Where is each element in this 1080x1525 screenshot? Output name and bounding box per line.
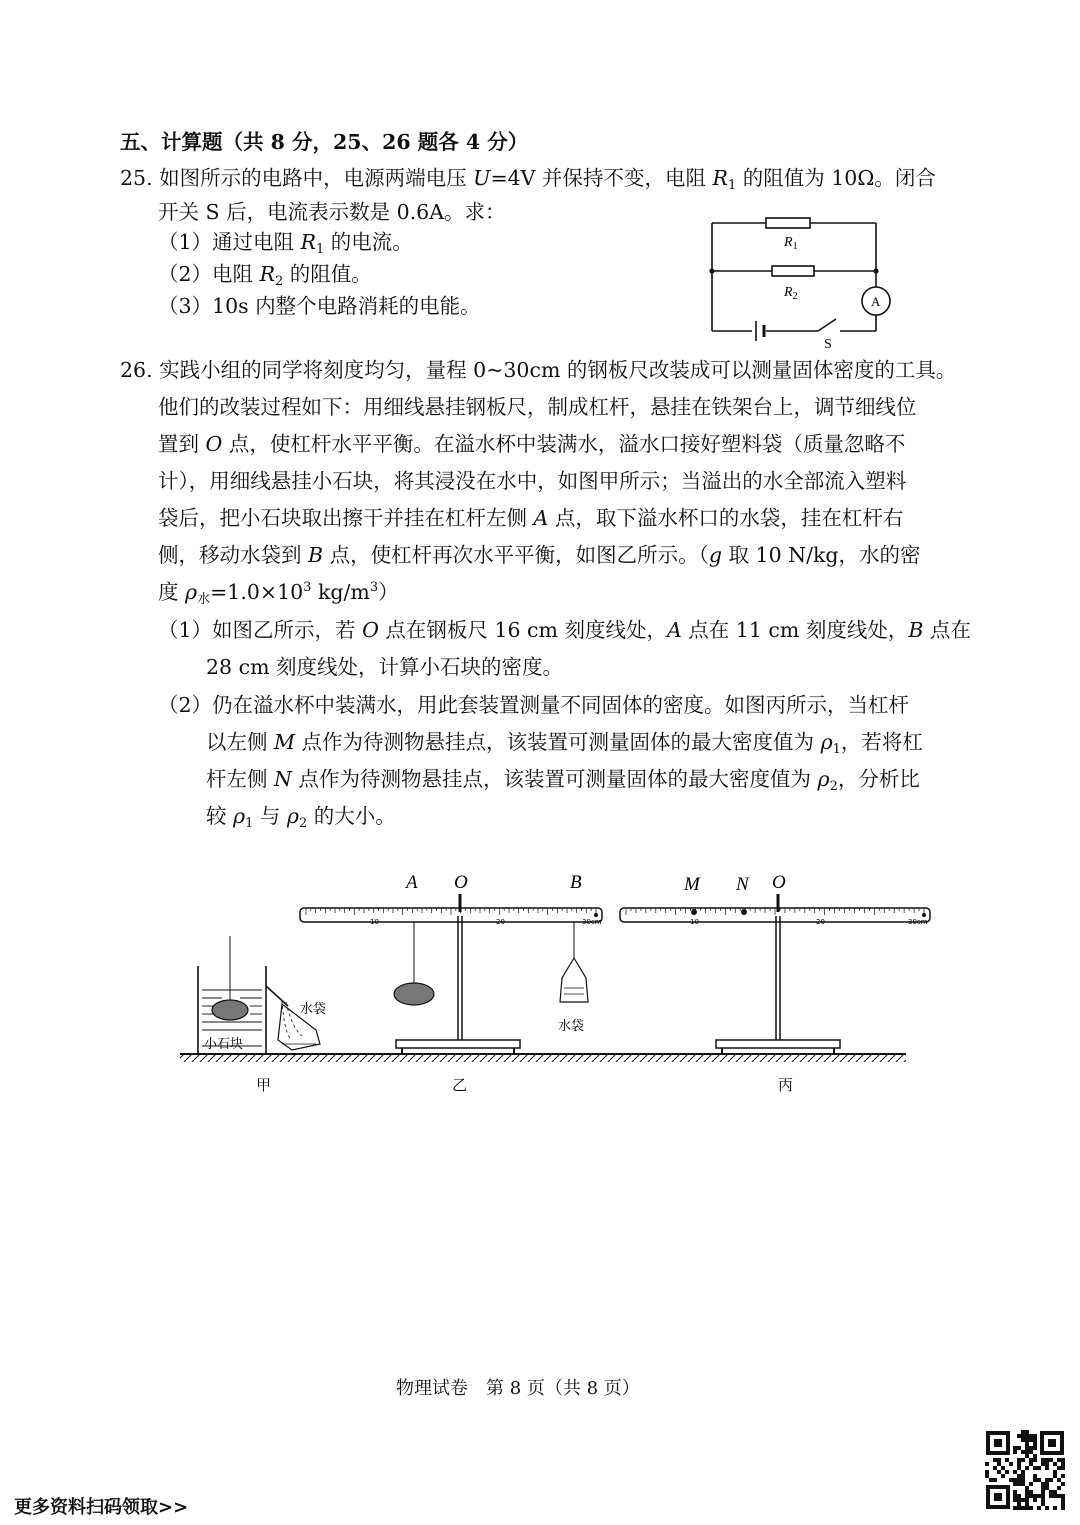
qr-code[interactable] bbox=[985, 1430, 1065, 1510]
point-m bbox=[691, 909, 697, 915]
label-o-yi: O bbox=[454, 872, 468, 893]
q25-sub3: （3）10s 内整个电路消耗的电能。 bbox=[158, 294, 481, 318]
q26-number: 26. bbox=[120, 358, 153, 382]
resistor-r2 bbox=[772, 266, 814, 276]
q25-sub1: （1）通过电阻 $R_1$ 的电流。 bbox=[158, 230, 413, 257]
svg-text:20: 20 bbox=[496, 918, 505, 926]
q25-stem-line1: 25. 如图所示的电路中，电源两端电压 U=4V 并保持不变，电阻 $R_1$ 的阻值为 10Ω。闭合 bbox=[120, 166, 936, 193]
q25-stem-line2: 开关 S 后，电流表示数是 0.6A。求： bbox=[158, 200, 506, 224]
water-bag-hanging bbox=[560, 958, 588, 1002]
q26-line2: 他们的改装过程如下：用细线悬挂钢板尺，制成杠杆，悬挂在铁架台上，调节细线位 bbox=[158, 395, 917, 419]
q26-part2-line4: 较 $\rho_1$ 与 $\rho_2$ 的大小。 bbox=[206, 804, 396, 831]
q26-part2-line1: （2）仍在溢水杯中装满水，用此套装置测量不同固体的密度。如图丙所示，当杠杆 bbox=[158, 693, 910, 717]
svg-text:30cm: 30cm bbox=[582, 918, 602, 926]
q26-line6: 侧，移动水袋到 B 点，使杠杆再次水平平衡，如图乙所示。（g 取 10 N/kg，水的密 bbox=[158, 543, 921, 567]
caption-bing: 丙 bbox=[778, 1076, 794, 1094]
circuit-label-r2: $R_2$ bbox=[784, 285, 798, 302]
caption-yi: 乙 bbox=[452, 1076, 468, 1094]
label-n: N bbox=[736, 874, 749, 895]
label-m: M bbox=[684, 874, 700, 895]
q26-line1: 26. 实践小组的同学将刻度均匀，量程 0~30cm 的钢板尺改装成可以测量固体密度的工具。 bbox=[120, 358, 957, 382]
svg-text:20: 20 bbox=[816, 918, 825, 926]
promo-link[interactable]: 更多资料扫码领取>> bbox=[14, 1497, 189, 1518]
circuit-label-r1: $R_1$ bbox=[784, 235, 798, 252]
q25-number: 25. bbox=[120, 166, 153, 190]
section-title: 五、计算题（共 8 分，25、26 题各 4 分） bbox=[120, 130, 529, 154]
stand-base-yi bbox=[396, 1040, 520, 1048]
page-footer: 物理试卷 第 8 页（共 8 页） bbox=[396, 1378, 640, 1399]
q26-line4: 计），用细线悬挂小石块，将其浸没在水中，如图甲所示；当溢出的水全部流入塑料 bbox=[158, 469, 907, 493]
water-bag-2-label: 水袋 bbox=[558, 1019, 585, 1034]
resistor-r1 bbox=[766, 218, 810, 228]
point-n bbox=[741, 909, 747, 915]
junction-right bbox=[873, 268, 878, 273]
q26-part1-line1: （1）如图乙所示，若 O 点在钢板尺 16 cm 刻度线处，A 点在 11 cm 刻度线处，B 点在 bbox=[158, 618, 971, 642]
circuit-diagram bbox=[700, 205, 900, 350]
label-a: A bbox=[406, 872, 418, 893]
caption-jia: 甲 bbox=[256, 1076, 272, 1094]
lever-figure bbox=[170, 860, 928, 1100]
overflow-cup-setup bbox=[198, 936, 326, 1094]
svg-text:10: 10 bbox=[370, 918, 379, 926]
q26-part2-line3: 杆左侧 N 点作为待测物悬挂点，该装置可测量固体的最大密度值为 $\rho_2$，分析比 bbox=[206, 767, 920, 794]
switch-blade bbox=[818, 319, 836, 331]
stone-hanging bbox=[394, 983, 434, 1005]
stand-base-bing bbox=[716, 1040, 840, 1048]
q26-part2-line2: 以左侧 M 点作为待测物悬挂点，该装置可测量固体的最大密度值为 $\rho_1$，若将杠 bbox=[206, 730, 923, 757]
junction-left bbox=[709, 268, 714, 273]
ammeter-label: A bbox=[871, 294, 881, 309]
stone-label: 小石块 bbox=[204, 1037, 244, 1052]
stone-in-cup bbox=[212, 1000, 248, 1020]
q26-line7: 度 $\rho_水=1.0\times 10^3$ $kg/m^3$） bbox=[158, 580, 399, 607]
ground bbox=[180, 1054, 906, 1062]
switch-label: S bbox=[824, 337, 832, 352]
label-b: B bbox=[570, 872, 582, 893]
svg-text:10: 10 bbox=[690, 918, 699, 926]
svg-text:30cm: 30cm bbox=[908, 918, 928, 926]
q25-sub2: （2）电阻 $R_2$ 的阻值。 bbox=[158, 262, 372, 289]
q26-part1-line2: 28 cm 刻度线处，计算小石块的密度。 bbox=[206, 655, 564, 679]
label-o-bing: O bbox=[772, 872, 786, 893]
q26-line3: 置到 O 点，使杠杆水平平衡。在溢水杯中装满水，溢水口接好塑料袋（质量忽略不 bbox=[158, 432, 906, 456]
q26-line5: 袋后，把小石块取出擦干并挂在杠杆左侧 A 点，取下溢水杯口的水袋，挂在杠杆右 bbox=[158, 506, 904, 530]
water-bag-1-label: 水袋 bbox=[300, 1002, 327, 1017]
